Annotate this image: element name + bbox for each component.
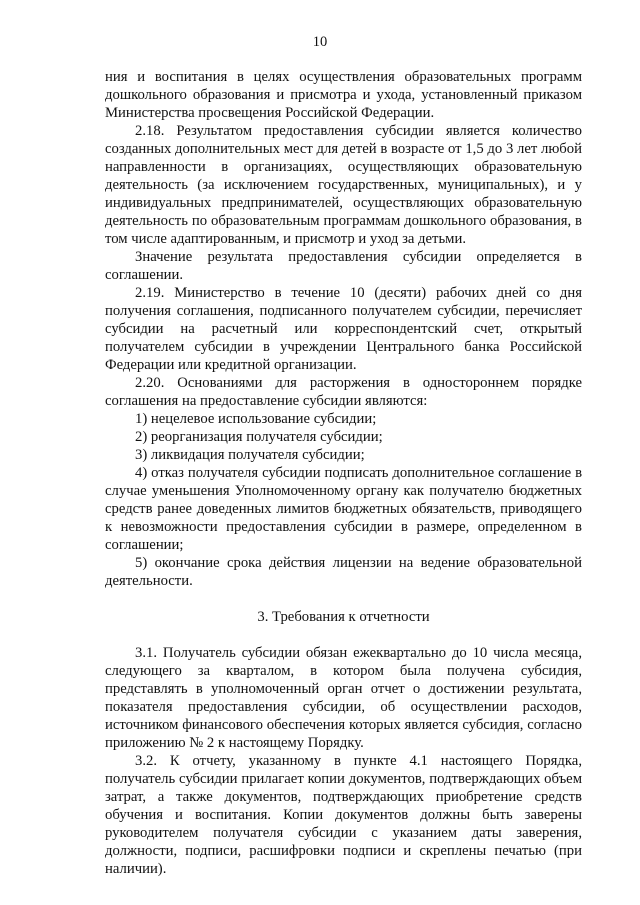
list-item-5: 5) окончание срока действия лицензии на ведение образовательной деятельности.	[105, 555, 582, 589]
list-item-2: 2) реорганизация получателя субсидии;	[135, 429, 383, 445]
paragraph-3-2: 3.2. К отчету, указанному в пункте 4.1 настоящего Порядка, получатель субсидии прилагает копии документов, подтверждающих объем затрат, а также документов, подтверждающих приобретение средств обучения и воспитания. Копии документов должны быть заверены руководителем получателя субсидии с указанием даты заверения, должности, подписи, расшифровки подписи и скреплены печатью (при наличии).	[105, 753, 582, 877]
list-item-3: 3) ликвидация получателя субсидии;	[135, 447, 365, 463]
paragraph-2-20: 2.20. Основаниями для расторжения в одностороннем порядке соглашения на предоставление субсидии являются:	[105, 375, 582, 409]
section-heading: 3. Требования к отчетности	[257, 609, 430, 625]
paragraph-continuation: ния и воспитания в целях осуществления образовательных программ дошкольного образования и присмотра и ухода, установленный приказом Министерства просвещения Российской Федерации.	[105, 69, 582, 121]
paragraph-2-18: 2.18. Результатом предоставления субсидии является количество созданных дополнительных мест для детей в возрасте от 1,5 до 3 лет любой направленности в организациях, осуществляющих образовательную деятельность (за исключением государственных, муниципальных), и у индивидуальных предпринимателей, осуществляющих образовательную деятельность по образовательным программам дошкольного образования, в том числе адаптированным, и присмотр и уход за детьми.	[105, 123, 582, 247]
page-number: 10	[312, 34, 328, 50]
paragraph-result-value: Значение результата предоставления субсидии определяется в соглашении.	[105, 249, 582, 283]
list-item-1: 1) нецелевое использование субсидии;	[135, 411, 377, 427]
paragraph-2-19: 2.19. Министерство в течение 10 (десяти) рабочих дней со дня получения соглашения, подписанного получателем субсидии, перечисляет субсидии на расчетный или корреспондентский счет, открытый получателем субсидии в учреждении Центрального банка Российской Федерации или кредитной организации.	[105, 285, 582, 373]
paragraph-3-1: 3.1. Получатель субсидии обязан ежеквартально до 10 числа месяца, следующего за кварталом, в котором была получена субсидия, представлять в уполномоченный орган отчет о достижении результата, показателя предоставления субсидии, об осуществлении расходов, источником финансового обеспечения которых является субсидия, согласно приложению № 2 к настоящему Порядку.	[105, 645, 582, 751]
list-item-4: 4) отказ получателя субсидии подписать дополнительное соглашение в случае уменьшения Уполномоченному органу как получателю бюджетных средств ранее доведенных лимитов бюджетных обязательств, приводящего к невозможности предоставления субсидии в размере, определенном в соглашении;	[105, 465, 582, 553]
document-body	[105, 68, 582, 878]
